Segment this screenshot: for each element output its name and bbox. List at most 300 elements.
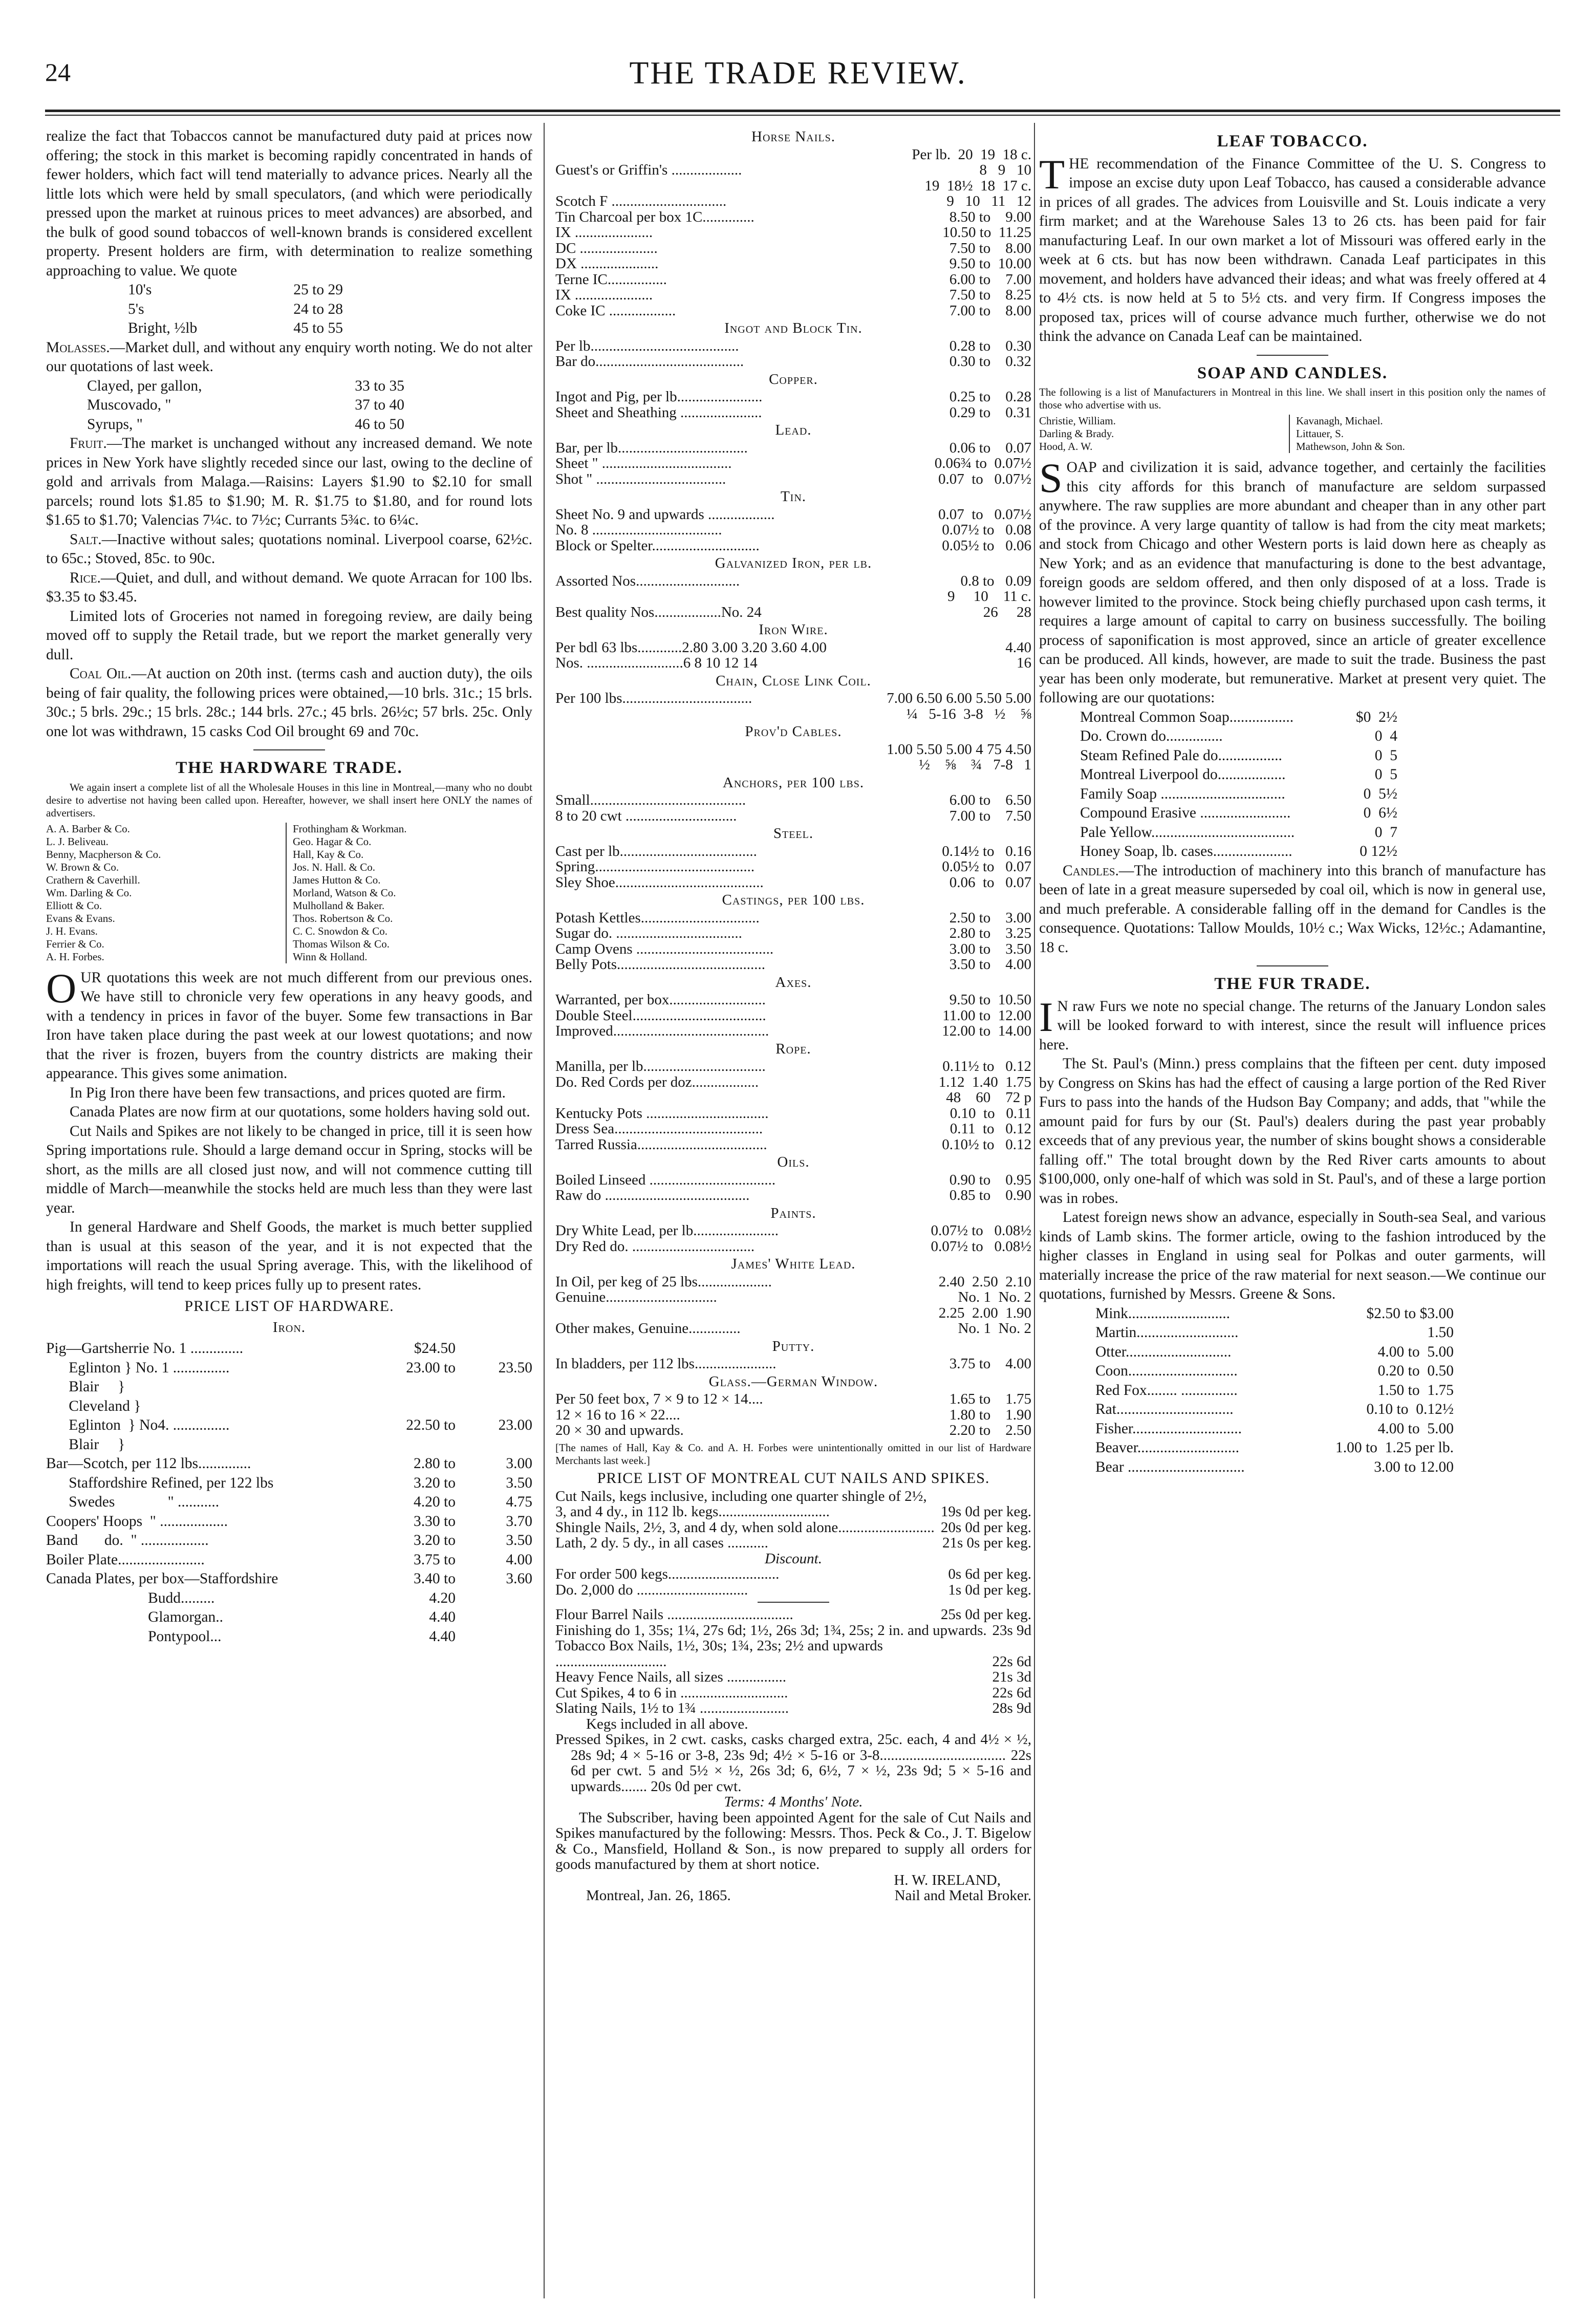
iron-cell-c xyxy=(456,1339,532,1359)
row-label: Block or Spelter............................. xyxy=(555,537,760,553)
row-value: 8.50 to 9.00 xyxy=(949,208,1031,225)
row-label: DX ..................... xyxy=(555,256,659,272)
iron-cell-b: 3.75 to xyxy=(414,1551,456,1568)
soap-quote-row xyxy=(1080,785,1397,804)
soap-note: The following is a list of Manufacturers in Montreal in this line. We shall insert in this position only the names of those who advertise with us. xyxy=(1039,386,1546,411)
row-label: Best quality Nos..................No. 24 xyxy=(555,604,762,620)
coal-oil-text: —At auction on 20th inst. (terms cash and auction duty), the oils being of fair quality, the following prices were obtained,—10 brls. 31c.; 15 brls. 30c.; 5 brls. 29c.; 15 brls. 28c.; 144 brls. 27c.; 45 brls. 26½c; 57 brls. 25c. Only one lot was withdrawn, 15 casks Cod Oil brought 69 and 70c. xyxy=(46,665,532,740)
horse-nails-row xyxy=(555,147,1031,163)
row-value: 1.65 to 1.75 xyxy=(949,1391,1031,1407)
row-label: Dry Red do. ................................. xyxy=(555,1238,755,1254)
iron-cell-c: 23.50 xyxy=(498,1359,532,1376)
nails-row xyxy=(555,1607,1031,1623)
nails-row xyxy=(555,1520,1031,1536)
rope-row xyxy=(555,1059,1031,1074)
house-name: Hall, Kay & Co. xyxy=(293,848,364,860)
iron-cell-a: Cleveland } xyxy=(46,1397,141,1414)
fur-paragraph-3: Latest foreign news show an advance, especially in South-sea Seal, and various kinds of Lamb skins. The former article, owing to the fashion introduced by the higher classes in England in using seal for Polkas and outer garments, will materially increase the price of the raw material for next season.—We continue our quotations, furnished by Messrs. Greene & Sons. xyxy=(1039,1209,1546,1302)
row-label: Assorted Nos............................ xyxy=(555,573,740,589)
nails-table-2 xyxy=(555,1607,1031,1716)
row-label: 10's xyxy=(128,282,152,298)
chain-row xyxy=(555,706,1031,722)
iron-price-row xyxy=(46,1435,532,1455)
iron-cell-a: Eglinton } No. 1 ............... xyxy=(46,1359,230,1376)
row-value: 9 10 11 c. xyxy=(947,588,1031,605)
row-label: Tin Charcoal per box 1C.............. xyxy=(555,209,754,225)
nails-row xyxy=(555,1685,1031,1701)
row-value: 0.06 to 0.07 xyxy=(949,874,1031,891)
fur-quote-row xyxy=(1095,1362,1454,1381)
row-value: 9.50 to 10.50 xyxy=(949,992,1031,1008)
row-label: Martin........................... xyxy=(1095,1324,1239,1341)
house-name: Thomas Wilson & Co. xyxy=(293,937,390,950)
putty-table xyxy=(555,1356,1031,1372)
fruit-heading: Fruit. xyxy=(70,435,107,451)
salt-heading: Salt. xyxy=(70,531,102,548)
copper-row xyxy=(555,389,1031,405)
iron-cell-b: 3.20 to xyxy=(414,1474,456,1491)
row-label: Spring........................................... xyxy=(555,859,755,875)
maker-name: Kavanagh, Michael. xyxy=(1296,415,1383,427)
row-value: 2.40 2.50 2.10 xyxy=(938,1273,1031,1290)
row-value: 16 xyxy=(1017,655,1031,671)
row-label: Heavy Fence Nails, all sizes ................ xyxy=(555,1669,787,1685)
row-value: 22s 6d xyxy=(992,1653,1031,1670)
fur-paragraph-1 xyxy=(1039,993,1546,1055)
row-value: 0.07 to 0.07½ xyxy=(938,470,1031,487)
iron-price-row xyxy=(46,1474,532,1493)
row-value: 2.50 to 3.00 xyxy=(949,909,1031,926)
tobacco-quote-row xyxy=(128,300,343,319)
row-label: Do. Red Cords per doz.................. xyxy=(555,1074,759,1090)
white-lead-table xyxy=(555,1274,1031,1337)
row-label: Improved.......................................... xyxy=(555,1023,769,1039)
row-value: 3.50 to 4.00 xyxy=(949,956,1031,973)
row-label: Pale Yellow...................................... xyxy=(1080,824,1295,841)
fruit-paragraph xyxy=(46,434,532,530)
iron-cell-a: Eglinton } No4. ............... xyxy=(46,1417,230,1433)
galvanized-heading: Galvanized Iron, per lb. xyxy=(715,555,872,571)
row-label: Cast per lb..................................... xyxy=(555,843,757,859)
discount-table xyxy=(555,1566,1031,1598)
row-label: Per bdl 63 lbs............2.80 3.00 3.20 3.60 4.00 xyxy=(555,639,827,655)
row-label: Cut Spikes, 4 to 6 in ............................. xyxy=(555,1685,788,1701)
chain-heading: Chain, Close Link Coil. xyxy=(716,672,871,689)
paints-table xyxy=(555,1223,1031,1254)
row-label: Bear ............................... xyxy=(1095,1458,1245,1475)
tin-row xyxy=(555,522,1031,538)
copper-heading: Copper. xyxy=(769,371,818,388)
horse-nails-table xyxy=(555,147,1031,319)
row-value: 0.29 to 0.31 xyxy=(949,404,1031,421)
rope-row xyxy=(555,1137,1031,1153)
row-label: IX ..................... xyxy=(555,287,653,303)
row-value: ½ ⅝ ¾ 7-8 1 xyxy=(919,757,1031,773)
page-number: 24 xyxy=(45,58,71,87)
row-value: 0.30 to 0.32 xyxy=(949,353,1031,370)
molasses-quotes xyxy=(46,377,404,435)
row-label: 8 to 20 cwt .............................. xyxy=(555,808,737,824)
row-label: Mink........................... xyxy=(1095,1305,1231,1322)
row-label: Bar, per lb................................... xyxy=(555,440,748,456)
row-value: 6.00 to 6.50 xyxy=(949,792,1031,808)
cables-row xyxy=(555,742,1031,758)
row-value: No. 1 No. 2 xyxy=(958,1289,1031,1305)
row-label: Family Soap ................................. xyxy=(1080,785,1285,802)
row-value: 0 5½ xyxy=(1363,785,1397,802)
iron-price-row xyxy=(46,1608,532,1627)
putty-heading: Putty. xyxy=(772,1338,815,1354)
candles-paragraph xyxy=(1039,862,1546,958)
row-value: 45 to 55 xyxy=(293,320,343,336)
iron-price-row xyxy=(46,1339,532,1359)
row-label: Beaver........................... xyxy=(1095,1439,1240,1456)
row-label: Fisher............................. xyxy=(1095,1420,1242,1437)
steel-table xyxy=(555,844,1031,891)
row-value: 0 5 xyxy=(1374,766,1397,783)
row-label: Montreal Common Soap................. xyxy=(1080,708,1294,725)
horse-nails-row xyxy=(555,303,1031,319)
row-value: 3.00 to 12.00 xyxy=(1374,1458,1454,1475)
tobacco-quote-row xyxy=(128,281,343,300)
row-value: 33 to 35 xyxy=(355,377,404,394)
iron-cell-a: Pig—Gartsherrie No. 1 .............. xyxy=(46,1340,244,1357)
iron-cell-a: Swedes " ........... xyxy=(46,1494,220,1510)
iron-cell-b: 4.40 xyxy=(429,1609,456,1625)
soap-makers xyxy=(1039,415,1546,453)
iron-cell-c xyxy=(456,1627,532,1647)
row-value: 1.12 1.40 1.75 xyxy=(938,1073,1031,1090)
row-label: Sley Shoe........................................ xyxy=(555,874,764,890)
iron-cell-c: 3.00 xyxy=(506,1455,532,1472)
row-label: Nos. ..........................6 8 10 12 14 xyxy=(555,655,758,671)
row-value: 0.06¾ to 0.07½ xyxy=(934,455,1031,471)
iron-cell-c: 3.50 xyxy=(506,1474,532,1491)
row-label: Otter............................ xyxy=(1095,1343,1232,1360)
iron-cell-a: Blair } xyxy=(46,1436,125,1453)
fur-paragraph-2: The St. Paul's (Minn.) press complains that the fifteen per cent. duty imposed by Congress on Skins has had the effect of causing a large portion of the Red River Furs to pass into the hands of the Hudson Bay Company; and adds, that "while the amount paid for furs by our (St. Paul's) dealers during the past year probably exceeds that of any previous year, the number of skins bought shows a considerable falling off." The total brought down by the Red River carts amounts to about $100,000, only one-half of which was sold in St. Paul's, and of these a large portion was in robes. xyxy=(1039,1056,1546,1207)
iron-cell-a: Band do. " .................. xyxy=(46,1532,209,1548)
house-name: C. C. Snowdon & Co. xyxy=(293,924,387,937)
row-label: Shot " ................................... xyxy=(555,471,726,487)
row-label: Sheet No. 9 and upwards .................. xyxy=(555,506,775,522)
hardware-title: THE HARDWARE TRADE. xyxy=(176,759,403,777)
house-name: Elliott & Co. xyxy=(46,899,102,912)
section-separator xyxy=(758,1602,829,1603)
tobacco-paragraph: realize the fact that Tobaccos cannot be manufactured duty paid at prices now offering; the stock in this market is becoming rapidly concentrated in hands of fewer holders, which fact will tend materially to advance prices. Nearly all the little lots which were held by small speculators, (and which were periodically pressed upon the market at ruinous prices to meet advances) are absorbed, and the bulk of good sound tobaccos of well-known brands is considered excellent property. Present holders are firm, with determination to realize something approaching to value. We quote xyxy=(46,128,532,279)
soap-quote-row xyxy=(1080,842,1397,862)
row-value: 0.10 to 0.11 xyxy=(950,1105,1031,1122)
row-value: 20s 0d per keg. xyxy=(940,1519,1031,1536)
galvanized-row xyxy=(555,589,1031,605)
row-value: 0.20 to 0.50 xyxy=(1377,1363,1454,1379)
glass-table xyxy=(555,1391,1031,1438)
section-separator xyxy=(1257,965,1328,966)
iron-price-row xyxy=(46,1416,532,1435)
row-label: Sheet and Sheathing ...................... xyxy=(555,404,762,420)
soap-makers-right xyxy=(1289,415,1546,453)
row-value: 0.05½ to 0.06 xyxy=(942,537,1031,554)
row-value: 3.75 to 4.00 xyxy=(949,1355,1031,1372)
house-name: Geo. Hagar & Co. xyxy=(293,835,372,848)
row-value: 0 12½ xyxy=(1360,843,1397,859)
column-divider xyxy=(544,123,545,2298)
row-value: 19 18½ 18 17 c. xyxy=(924,177,1031,194)
row-value: 9 10 11 12 xyxy=(946,193,1031,209)
nails-row xyxy=(555,1638,1031,1669)
row-label: 12 × 16 to 16 × 22.... xyxy=(555,1407,680,1423)
iron-price-row xyxy=(46,1378,532,1397)
house-name: Jos. N. Hall. & Co. xyxy=(293,860,376,873)
row-value: 2.20 to 2.50 xyxy=(949,1422,1031,1438)
column-divider xyxy=(1034,123,1035,2298)
steel-row xyxy=(555,859,1031,875)
row-label: Finishing do 1, 35s; 1¼, 27s 6d; 1½, 26s 3d; 1¾, 25s; 2 in. and upwards. xyxy=(555,1622,987,1638)
row-value: 2.25 2.00 1.90 xyxy=(938,1304,1031,1321)
house-name: J. H. Evans. xyxy=(46,924,98,937)
putty-row xyxy=(555,1356,1031,1372)
fur-quote-row xyxy=(1095,1381,1454,1401)
row-value: 19s 0d per keg. xyxy=(940,1503,1031,1520)
row-label: Do. Crown do............... xyxy=(1080,728,1223,744)
soap-quotes xyxy=(1039,708,1397,862)
axes-row xyxy=(555,992,1031,1008)
row-value: 1.00 5.50 5.00 4 75 4.50 xyxy=(887,741,1031,758)
soap-quote-row xyxy=(1080,804,1397,823)
coal-oil-heading: Coal Oil. xyxy=(70,665,132,682)
row-label: Belly Pots........................................ xyxy=(555,957,766,973)
anchors-row xyxy=(555,808,1031,824)
molasses-paragraph xyxy=(46,338,532,377)
wire-row xyxy=(555,655,1031,671)
row-label: Sugar do. .................................. xyxy=(555,926,742,941)
row-value: $0 2½ xyxy=(1355,708,1397,725)
row-label: Flour Barrel Nails .................................. xyxy=(555,1607,793,1623)
iron-cell-b: 4.40 xyxy=(429,1628,456,1645)
horse-nails-row xyxy=(555,178,1031,194)
row-value: 0.11½ to 0.12 xyxy=(942,1058,1031,1074)
house-name: W. Brown & Co. xyxy=(46,860,119,873)
wire-row xyxy=(555,640,1031,656)
iron-price-row xyxy=(46,1551,532,1570)
coal-oil-paragraph xyxy=(46,664,532,741)
iron-cell-b: 2.80 to xyxy=(414,1455,456,1472)
iron-cell-a: Blair } xyxy=(46,1379,125,1395)
house-name: Frothingham & Workman. xyxy=(293,822,407,835)
soap-makers-left xyxy=(1039,415,1289,453)
row-label: Manilla, per lb................................. xyxy=(555,1059,766,1074)
tobacco-quote-row xyxy=(128,319,343,338)
glass-row xyxy=(555,1407,1031,1423)
iron-price-row xyxy=(46,1512,532,1532)
iron-cell-a: Staffordshire Refined, per 122 lbs xyxy=(46,1474,274,1491)
galvanized-row xyxy=(555,605,1031,620)
ingot-row xyxy=(555,338,1031,354)
rope-row xyxy=(555,1090,1031,1106)
hardware-paragraph-2: In Pig Iron there have been few transactions, and prices quoted are firm. xyxy=(70,1084,506,1101)
row-value: 0.10½ to 0.12 xyxy=(942,1136,1031,1153)
maker-name: Darling & Brady. xyxy=(1039,427,1114,440)
row-value: 0.28 to 0.30 xyxy=(949,337,1031,354)
row-value: 3.00 to 3.50 xyxy=(949,940,1031,957)
row-value: 1.50 xyxy=(1427,1324,1454,1341)
house-name: Evans & Evans. xyxy=(46,912,115,924)
molasses-quote-row xyxy=(87,415,404,435)
white-lead-heading: James' White Lead. xyxy=(731,1256,856,1272)
rope-row xyxy=(555,1074,1031,1090)
iron-cell-b: 22.50 to xyxy=(406,1417,456,1433)
house-name: Thos. Robertson & Co. xyxy=(293,912,393,924)
discount-row xyxy=(555,1566,1031,1582)
soap-text: OAP and civilization it is said, advance together, and certainly the facilities this city affords for this branch of manufacture are seldom surpassed anywhere. The raw supplies are more abundant and cheaper than in any other part of the province. A very large quantity of tallow is had from the city meat markets; and stock from Chicago and other Western ports is laid down here as cheaply as New York; and as an evidence that manufacturing is done to the best advantage, foreign goods are seldom offered, and then only disposed of at a loss. Trade is however limited to the province. Stock being chiefly purchased upon cash terms, it requires a large amount of capital to carry on business successfully. The boiling process of saponification is most approved, since an article of greater excellence can be produced. All kinds, however, are made to suit the trade. Business the past year has been only moderate, but remunerative. Market at present very quiet. The following are our quotations: xyxy=(1039,459,1546,706)
row-label: Warranted, per box.......................... xyxy=(555,992,766,1008)
castings-heading: Castings, per 100 lbs. xyxy=(722,892,865,908)
oils-row xyxy=(555,1188,1031,1203)
row-value: 4.00 to 5.00 xyxy=(1377,1420,1454,1437)
steel-heading: Steel. xyxy=(773,825,814,842)
fur-trade-title: THE FUR TRADE. xyxy=(1214,975,1371,993)
iron-cell-b: 4.20 xyxy=(429,1589,456,1606)
iron-cell-c xyxy=(456,1435,532,1455)
row-value: 0.25 to 0.28 xyxy=(949,389,1031,405)
iron-cell-c: 3.70 xyxy=(506,1513,532,1530)
column-1 xyxy=(46,127,532,2308)
discount-label: Discount. xyxy=(765,1550,822,1567)
row-value: 7.00 to 8.00 xyxy=(949,302,1031,319)
row-label: Dress Sea........................................ xyxy=(555,1121,763,1137)
castings-row xyxy=(555,910,1031,926)
row-value: 12.00 to 14.00 xyxy=(942,1023,1031,1039)
house-name: A. A. Barber & Co. xyxy=(46,822,130,835)
paints-row xyxy=(555,1239,1031,1255)
row-value: 7.00 6.50 6.00 5.50 5.00 xyxy=(887,690,1031,706)
section-separator xyxy=(1257,355,1328,356)
row-value: 21s 0s per keg. xyxy=(942,1535,1031,1551)
row-value: 10.50 to 11.25 xyxy=(942,224,1031,241)
iron-cell-b: 3.30 to xyxy=(414,1513,456,1530)
row-label: Boiled Linseed .................................. xyxy=(555,1172,776,1188)
horse-nails-row xyxy=(555,162,1031,178)
iron-heading: Iron. xyxy=(272,1319,306,1336)
iron-price-row xyxy=(46,1397,532,1416)
house-name: Crathern & Caverhill. xyxy=(46,873,140,886)
masthead-rule-thin xyxy=(45,115,1560,116)
hardware-houses xyxy=(46,823,532,963)
row-value: No. 1 No. 2 xyxy=(958,1320,1031,1337)
iron-price-row xyxy=(46,1569,532,1589)
nails-row xyxy=(555,1623,1031,1639)
row-value: 0 7 xyxy=(1374,824,1397,841)
row-value: 0.07½ to 0.08 xyxy=(942,522,1031,538)
rope-row xyxy=(555,1106,1031,1122)
horse-nails-row xyxy=(555,256,1031,272)
row-label: Sheet " ................................... xyxy=(555,456,732,471)
row-label: Per lb........................................ xyxy=(555,338,739,354)
row-label: Tarred Russia................................... xyxy=(555,1136,767,1152)
iron-price-row xyxy=(46,1531,532,1551)
house-name: Benny, Macpherson & Co. xyxy=(46,848,161,860)
house-name: Ferrier & Co. xyxy=(46,937,104,950)
iron-cell-c: 4.75 xyxy=(506,1494,532,1510)
houses-left xyxy=(46,823,286,963)
white-lead-row xyxy=(555,1274,1031,1290)
cables-row xyxy=(555,757,1031,773)
ingot-row xyxy=(555,354,1031,370)
anchors-heading: Anchors, per 100 lbs. xyxy=(722,774,865,791)
row-value: 1.80 to 1.90 xyxy=(949,1406,1031,1423)
signature-place: Montreal, Jan. 26, 1865. xyxy=(586,1887,731,1904)
anchors-row xyxy=(555,792,1031,808)
terms-line: Terms: 4 Months' Note. xyxy=(724,1794,863,1810)
row-value: 0 6½ xyxy=(1363,805,1397,821)
row-label: Kentucky Pots ................................. xyxy=(555,1105,769,1121)
wire-heading: Iron Wire. xyxy=(759,621,828,638)
paints-row xyxy=(555,1223,1031,1239)
fur-quote-row xyxy=(1095,1458,1454,1477)
row-value: 1.50 to 1.75 xyxy=(1377,1382,1454,1398)
lead-heading: Lead. xyxy=(775,422,812,438)
omission-note: [The names of Hall, Kay & Co. and A. H. Forbes were unintentionally omitted in our list of Hardware Merchants last week.] xyxy=(555,1441,1031,1467)
lead-row xyxy=(555,456,1031,471)
lead-table xyxy=(555,440,1031,487)
row-value: 23s 9d xyxy=(992,1622,1031,1639)
houses-right xyxy=(286,823,532,963)
steel-row xyxy=(555,844,1031,859)
row-label: No. 8 ................................... xyxy=(555,522,722,538)
row-label: Per 100 lbs................................... xyxy=(555,691,752,706)
row-label: IX ..................... xyxy=(555,225,653,241)
iron-cell-c xyxy=(456,1378,532,1397)
maker-name: Mathewson, John & Son. xyxy=(1296,440,1405,453)
iron-cell-b xyxy=(384,1435,456,1455)
iron-cell-c xyxy=(456,1397,532,1416)
row-value: 2.80 to 3.25 xyxy=(949,925,1031,941)
tin-row xyxy=(555,538,1031,554)
row-label: Potash Kettles................................ xyxy=(555,910,760,926)
iron-cell-b: $24.50 xyxy=(414,1340,456,1357)
rice-text: —Quiet, and dull, and without demand. We quote Arracan for 100 lbs. $3.35 to $3.45. xyxy=(46,569,532,605)
iron-cell-c: 4.00 xyxy=(506,1551,532,1568)
discount-row xyxy=(555,1582,1031,1598)
molasses-text: —Market dull, and without any enquiry worth noting. We do not alter our quotations of last week. xyxy=(46,339,532,375)
row-label: Terne IC................ xyxy=(555,271,667,287)
nails-row xyxy=(555,1535,1031,1551)
row-label: DC ..................... xyxy=(555,240,658,256)
candles-text: —The introduction of machinery into this branch of manufacture has been of late in a great measure superseded by coal oil, which is now in general use, and much preferable. A considerable falling off in the demand for Candles is the consequence. Quotations: Tallow Moulds, 10½ c.; Wax Wicks, 12½c.; Adamantine, 18 c. xyxy=(1039,862,1546,956)
leaf-tobacco-paragraph xyxy=(1039,150,1546,347)
iron-cell-a: Coopers' Hoops " .................. xyxy=(46,1513,228,1530)
cables-table xyxy=(555,742,1031,773)
row-label: Double Steel.................................... xyxy=(555,1007,766,1023)
groceries-paragraph: Limited lots of Groceries not named in foregoing review, are daily being moved off to supply the Retail trade, but we report the market generally very dull. xyxy=(46,608,532,663)
fruit-text: —The market is unchanged without any increased demand. We note prices in New York have slightly receded since our last, owing to the decline of gold and arrivals from Malaga.—Raisins: Layers $1.90 to $2.10 for small parcels; round lots $1.85 to $1.90; M. R. $1.75 to $1.80, and for round lots $1.65 to $1.70; Valencias 7¼c. to 7½c; Currants 5¾c. to 6¼c. xyxy=(46,435,532,528)
iron-cell-a: Boiler Plate....................... xyxy=(46,1551,205,1568)
row-value: 26 28 xyxy=(983,604,1031,620)
row-value: 7.50 to 8.00 xyxy=(949,240,1031,256)
molasses-quote-row xyxy=(87,377,404,396)
row-label: Coon............................. xyxy=(1095,1363,1238,1379)
row-value: 4.00 to 5.00 xyxy=(1377,1343,1454,1360)
agent-paragraph: The Subscriber, having been appointed Agent for the sale of Cut Nails and Spikes manufactured by the following: Messrs. Thos. Peck & Co., J. T. Bigelow & Co., Mansfield, Holland & Son., is now prepared to supply all orders for goods manufactured by them at short notice. xyxy=(555,1809,1031,1873)
row-label: Small.......................................... xyxy=(555,792,746,808)
row-label: Dry White Lead, per lb....................... xyxy=(555,1223,779,1239)
iron-cell-b xyxy=(384,1378,456,1397)
soap-quote-row xyxy=(1080,765,1397,785)
iron-cell-b: 3.40 to xyxy=(414,1570,456,1587)
iron-cell-c: 3.50 xyxy=(506,1532,532,1548)
wire-table xyxy=(555,640,1031,671)
copper-row xyxy=(555,405,1031,421)
